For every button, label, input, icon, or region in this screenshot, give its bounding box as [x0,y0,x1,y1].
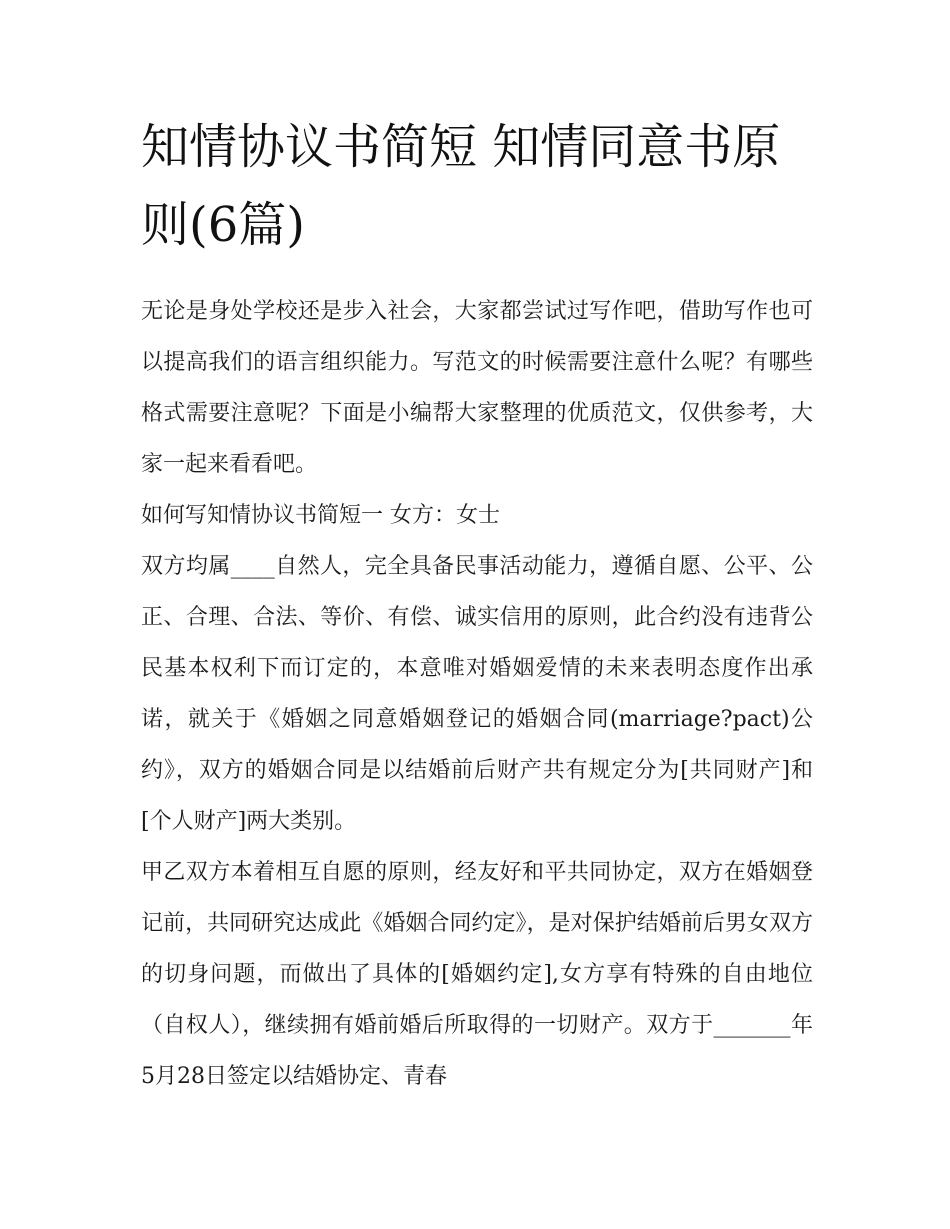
paragraph-heading-line: 如何写知情协议书简短一 女方：女士 [141,503,500,528]
paragraph-parties: 双方均属____自然人，完全具备民事活动能力，遵循自愿、公平、公正、合理、合法、等价、有偿、诚实信用的原则，此合约没有违背公民基本权利下而订定的，本意唯对婚姻爱情的未来表明态度作出承诺，就关于《婚姻之同意婚姻登记的婚姻合同(marriage?pact)公约》，双方的婚姻合同是以结婚前后财产共有规定分为[共同财产]和[个人财产]两大类别。 [141,554,813,834]
document-title: 知情协议书简短 知情同意书原则(6篇) [141,119,781,253]
document-page [141,108,813,1102]
document-body [141,286,813,1102]
paragraph-agreement: 甲乙双方本着相互自愿的原则，经友好和平共同协定，双方在婚姻登记前，共同研究达成此《婚姻合同约定》，是对保护结婚前后男女双方的切身问题，而做出了具体的[婚姻约定],女方享有特殊的自由地位（自权人），继续拥有婚前婚后所取得的一切财产。双方于_______年5月28日签定以结婚协定、青春 [141,860,813,1089]
paragraph-intro: 无论是身处学校还是步入社会，大家都尝试过写作吧，借助写作也可以提高我们的语言组织能力。写范文的时候需要注意什么呢？有哪些格式需要注意呢？下面是小编帮大家整理的优质范文，仅供参考，大家一起来看看吧。 [141,299,813,477]
